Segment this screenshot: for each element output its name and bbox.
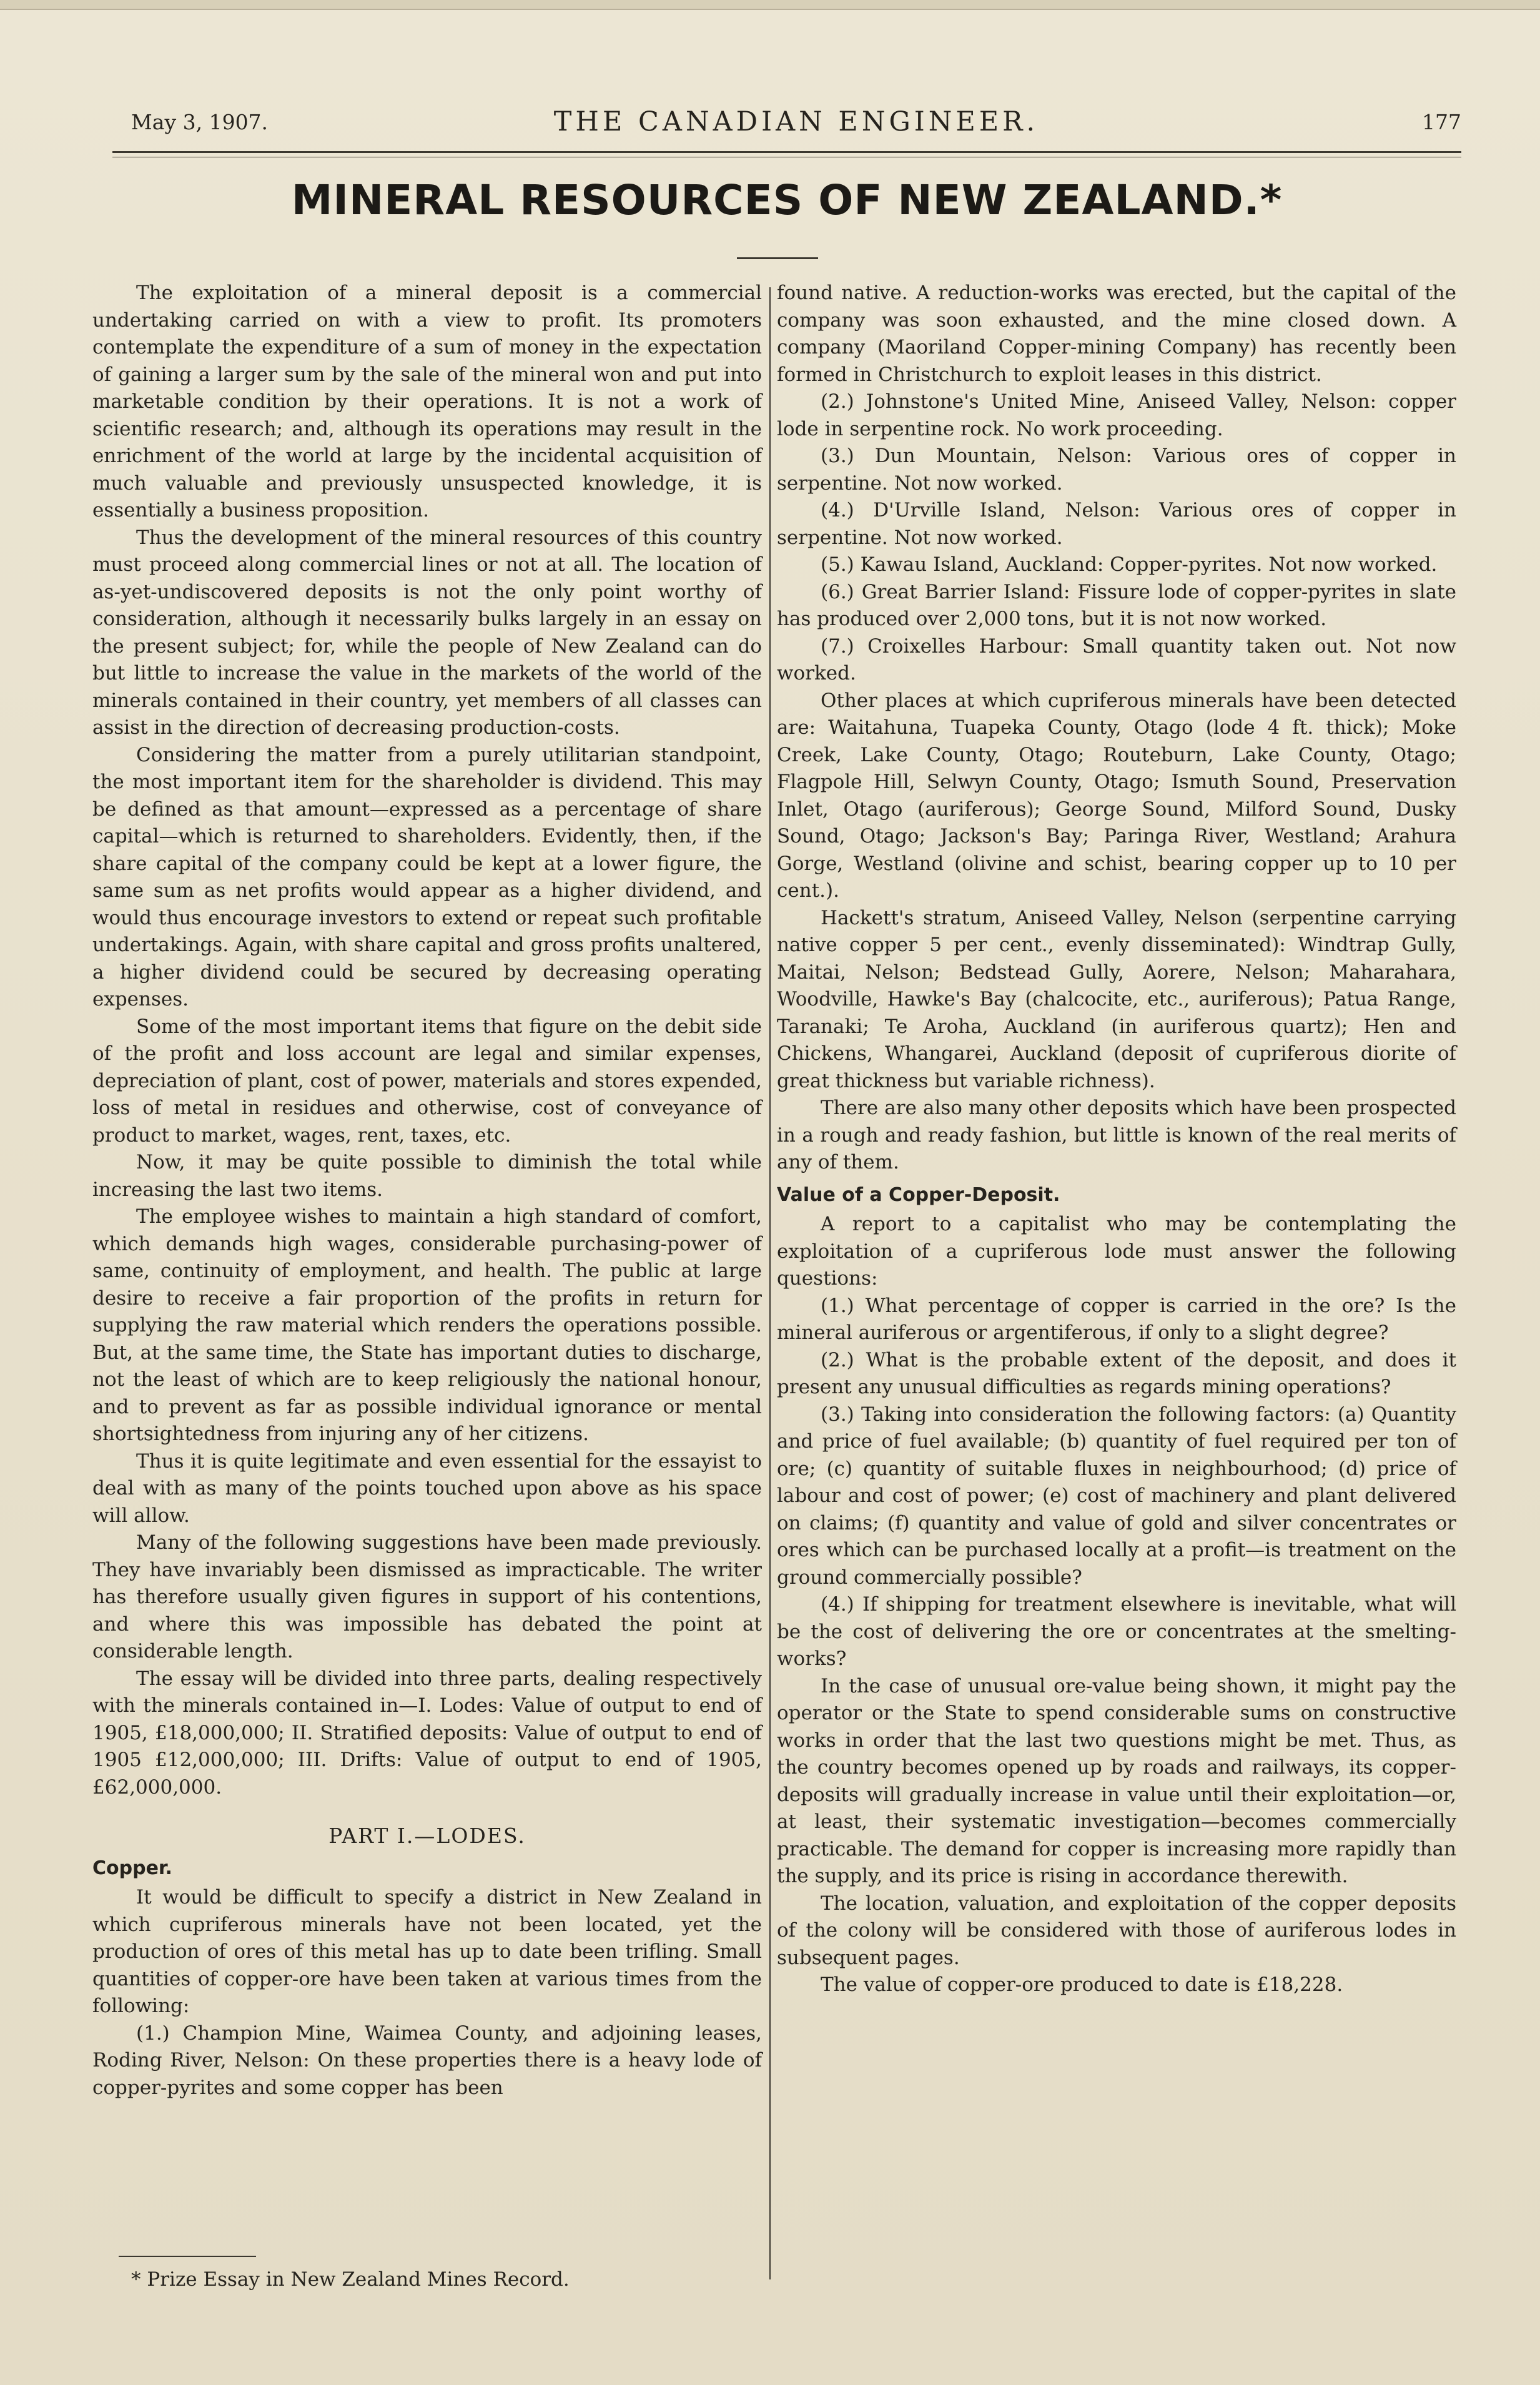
paragraph: (5.) Kawau Island, Auckland: Copper-pyrites. Not now worked.: [821, 553, 1438, 576]
paragraph: (2.) What is the probable extent of the deposit, and does it present any unusual difficulties as regards mining operations?: [777, 1348, 1456, 1398]
paragraph: Some of the most important items that figure on the debit side of the profit and loss account are legal and similar expenses, depreciation of plant, cost of power, materials and stores expended, loss of metal in residues and otherwise, cost of conveyance of product to market, wages, rent, taxes, etc.: [92, 1015, 762, 1147]
issue-date: May 3, 1907.: [131, 110, 269, 134]
paragraph: (3.) Dun Mountain, Nelson: Various ores of copper in serpentine. Not now worked.: [777, 445, 1456, 495]
paragraph: The essay will be divided into three parts, dealing respectively with the minerals contained in—I. Lodes: Value of output to end of 1905, £18,000,000; II. Stratified deposits: Value of output to end of 1905 £12,000,000; III. Drifts: Value of output to end of 1905, £62,000,000.: [92, 1667, 762, 1799]
paragraph: It would be difficult to specify a district in New Zealand in which cupriferous minerals have not been located, yet the production of ores of this metal has up to date been trifling. Small quantities of copper-ore have been taken at various times from the following:: [92, 1886, 762, 2017]
paragraph: Considering the matter from a purely utilitarian standpoint, the most important item for the shareholder is dividend. This may be defined as that amount—expressed as a percentage of share capital—which is returned to shareholders. Evidently, then, if the share capital of the company could be kept at a lower figure, the same sum as net profits would appear as a higher dividend, and would thus encourage investors to extend or repeat such profitable undertakings. Again, with share capital and gross profits unaltered, a higher dividend could be secured by decreasing operating expenses.: [92, 743, 762, 1010]
footnote-rule: [119, 2256, 256, 2257]
paragraph: (1.) Champion Mine, Waimea County, and adjoining leases, Roding River, Nelson: On these properties there is a heavy lode of copper-pyrites and some copper has been: [92, 2022, 762, 2099]
masthead: THE CANADIAN ENGINEER.: [553, 106, 1039, 137]
paragraph: There are also many other deposits which have been prospected in a rough and ready fashion, but little is known of the real merits of any of them.: [777, 1097, 1456, 1173]
section-heading: Value of a Copper-Deposit.: [777, 1183, 1060, 1206]
left-column: [92, 280, 762, 2101]
page-number: 177: [1422, 110, 1461, 134]
paragraph: (2.) Johnstone's United Mine, Aniseed Valley, Nelson: copper lode in serpentine rock. No work proceeding.: [777, 390, 1456, 440]
paragraph: The value of copper-ore produced to date is £18,228.: [821, 1973, 1343, 1996]
paragraph: (3.) Taking into consideration the following factors: (a) Quantity and price of fuel available; (b) quantity of fuel required per ton of ore; (c) quantity of suitable fluxes in neighbourhood; (d) price of labour and cost of power; (e) cost of machinery and plant delivered on claims; (f) quantity and value of gold and silver concentrates or ores which can be purchased locally at a profit—is treatment on the ground commercially possible?: [777, 1403, 1456, 1589]
right-column: [777, 280, 1456, 1999]
paragraph: Thus the development of the mineral resources of this country must proceed along commercial lines or not at all. The location of as-yet-undiscovered deposits is not the only point worthy of consideration, although it necessarily bulks largely in an essay on the present subject; for, while the people of New Zealand can do but little to increase the value in the markets of the world of the minerals contained in their country, yet members of all classes can assist in the direction of decreasing production-costs.: [92, 526, 762, 739]
paragraph: Other places at which cupriferous minerals have been detected are: Waitahuna, Tuapeka County, Otago (lode 4 ft. thick); Moke Creek, Lake County, Otago; Routeburn, Lake County, Otago; Flagpole Hill, Selwyn County, Otago; Ismuth Sound, Preservation Inlet, Otago (auriferous); George Sound, Milford Sound, Dusky Sound, Otago; Jackson's Bay; Paringa River, Westland; Arahura Gorge, Westland (olivine and schist, bearing copper up to 10 per cent.).: [777, 689, 1456, 902]
footnote: * Prize Essay in New Zealand Mines Record.: [131, 2268, 570, 2291]
page-header: [131, 106, 1461, 146]
paragraph: (4.) If shipping for treatment elsewhere is inevitable, what will be the cost of delivering the ore or concentrates at the smelting-works?: [777, 1593, 1456, 1670]
article-title: MINERAL RESOURCES OF NEW ZEALAND.*: [291, 176, 1283, 224]
paragraph: (6.) Great Barrier Island: Fissure lode of copper-pyrites in slate has produced over 2,000 tons, but it is not now worked.: [777, 580, 1456, 630]
part-heading: PART I.—LODES.: [328, 1824, 526, 1848]
title-rule: [737, 257, 818, 259]
paragraph: Hackett's stratum, Aniseed Valley, Nelson (serpentine carrying native copper 5 per cent., evenly disseminated): Windtrap Gully, Maitai, Nelson; Bedstead Gully, Aorere, Nelson; Maharahara, Woodville, Hawke's Bay (chalcocite, etc., auriferous); Patua Range, Taranaki; Te Aroha, Auckland (in auriferous quartz); Hen and Chickens, Whangarei, Auckland (deposit of cupriferous diorite of great thickness but variable richness).: [777, 906, 1456, 1092]
paragraph: (4.) D'Urville Island, Nelson: Various ores of copper in serpentine. Not now worked.: [777, 499, 1456, 549]
paragraph: The employee wishes to maintain a high standard of comfort, which demands high wages, considerable purchasing-power of same, continuity of employment, and health. The public at large desire to receive a fair proportion of the profits in return for supplying the raw material which renders the operations possible. But, at the same time, the State has important duties to discharge, not the least of which are to keep religiously the national honour, and to prevent as far as possible individual ignorance or mental shortsightedness from injuring any of her citizens.: [92, 1205, 762, 1445]
paragraph: Thus it is quite legitimate and even essential for the essayist to deal with as many of the points touched upon above as his space will allow.: [92, 1449, 762, 1527]
page-top-edge: [0, 0, 1540, 10]
paragraph: The exploitation of a mineral deposit is a commercial undertaking carried on with a view to profit. Its promoters contemplate the expenditure of a sum of money in the expectation of gaining a larger sum by the sale of the mineral won and put into marketable condition by their operations. It is not a work of scientific research; and, although its operations may result in the enrichment of the world at large by the incidental acquisition of much valuable and previously unsuspected knowledge, it is essentially a business proposition.: [92, 282, 762, 521]
paragraph: In the case of unusual ore-value being shown, it might pay the operator or the State to spend considerable sums on constructive works in order that the last two questions might be met. Thus, as the country becomes opened up by roads and railways, its copper-deposits will gradually increase in value until their exploitation—or, at least, their systematic investigation—becomes commercially practicable. The demand for copper is increasing more rapidly than the supply, and its price is rising in accordance therewith.: [777, 1674, 1456, 1887]
section-heading: Copper.: [92, 1857, 172, 1879]
paragraph: (7.) Croixelles Harbour: Small quantity taken out. Not now worked.: [777, 635, 1456, 684]
paragraph: The location, valuation, and exploitation of the copper deposits of the colony will be considered with those of auriferous lodes in subsequent pages.: [777, 1892, 1456, 1969]
paragraph: A report to a capitalist who may be contemplating the exploitation of a cupriferous lode must answer the following questions:: [777, 1213, 1456, 1290]
paragraph: Many of the following suggestions have been made previously. They have invariably been dismissed as impracticable. The writer has therefore usually given figures in support of his contentions, and where this was impossible has debated the point at considerable length.: [92, 1531, 762, 1662]
column-divider: [769, 287, 771, 2279]
header-rule-thick: [112, 151, 1461, 153]
paragraph: Now, it may be quite possible to diminish the total while increasing the last two items.: [92, 1151, 762, 1201]
paragraph: found native. A reduction-works was erected, but the capital of the company was soon exhausted, and the mine closed down. A company (Maoriland Copper-mining Company) has recently been formed in Christchurch to exploit leases in this district.: [777, 282, 1456, 386]
paragraph: (1.) What percentage of copper is carried in the ore? Is the mineral auriferous or argentiferous, if only to a slight degree?: [777, 1294, 1456, 1344]
